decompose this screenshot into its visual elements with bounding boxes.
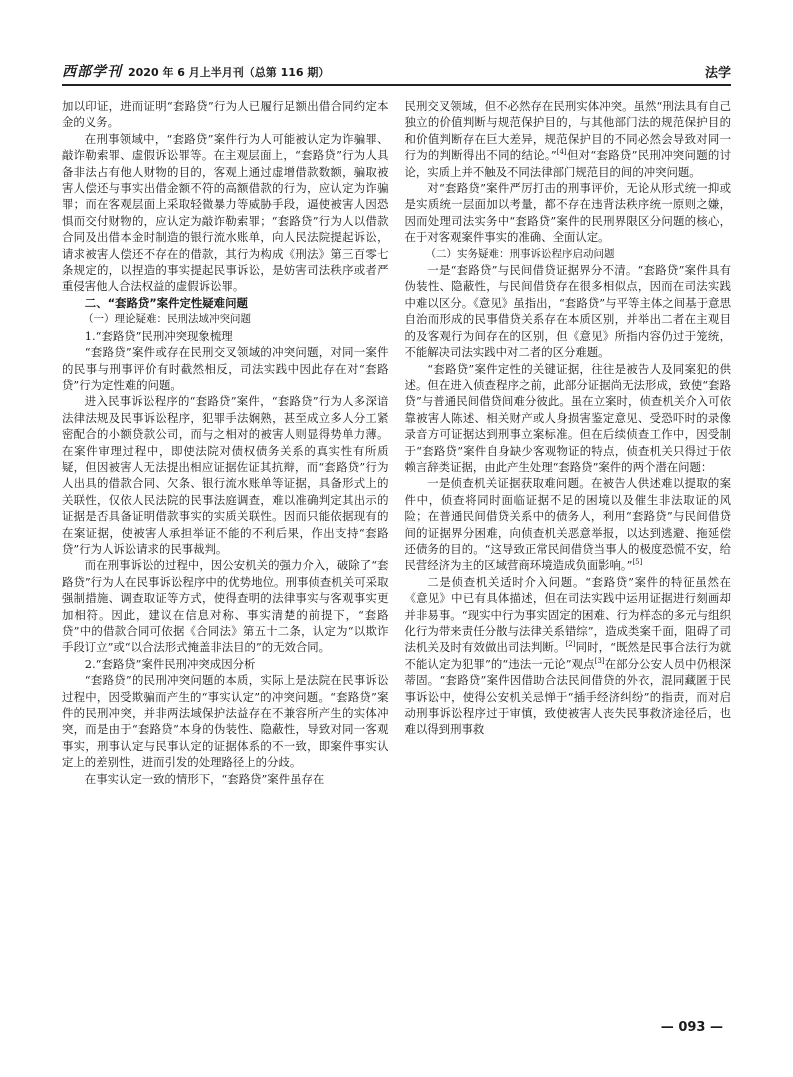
paragraph [405,475,732,573]
paragraph: 加以印证，进而证明“套路贷”行为人已履行足额出借合同约定本金的义务。 [62,99,389,130]
paragraph: 一是“套路贷”与民间借贷证据界分不清。“套路贷”案件具有伪装性、隐蔽性，与民间借贷存在很多相似点，因而在司法实践中难以区分。《意见》虽指出，“套路贷”与平等主体之间基于意思自治而形成的民事借贷关系存在本质区别，并举出二者在主观目的及客观行为间存在的区别，但《意见》所指内容仍过于笼统，不能解决司法实践中对二者的区分难题。 [404,263,731,360]
paragraph: 进入民事诉讼程序的“套路贷”案件，“套路贷”行为人多深谙法律法规及民事诉讼程序，犯罪手法娴熟，甚至成立多人分工紧密配合的小额贷款公司，而与之相对的被害人则显得势单力薄。在案件审理过程中，即使法院对债权债务关系的真实性有所质疑，但因被害人无法提出相应证据佐证其抗辩，而“套路贷”行为人出具的借款合同、欠条、银行流水账单等证据，具备形式上的关联性，仅依人民法院的民事法庭调查，难以准确判定其出示的证据是否具备证明借款事实的实质关联性。因而只能依据现有的在案证据，使被害人承担举证不能的不利后果，作出支持“套路贷”行为人诉讼请求的民事裁判。 [62,394,389,556]
body-columns [62,98,731,1016]
issue-info: 2020 年 6 月上半月刊（总第 116 期） [128,66,330,79]
citation: [5] [632,558,643,567]
paragraph: “套路贷”案件或存在民刑交叉领域的冲突问题，对同一案件的民事与刑事评价有时截然相反，司法实践中因此存在对“套路贷”行为定性难的问题。 [62,345,389,392]
running-header [62,58,731,86]
page-number: — 093 — [660,1020,723,1035]
left-column [62,98,389,1016]
paragraph [405,574,732,738]
paragraph: 而在刑事诉讼的过程中，因公安机关的强力介入，破除了“套路贷”行为人在民事诉讼程序中的优势地位。刑事侦查机关可采取强制措施、调查取证等方式，使得查明的法律事实与客观事实更加相符。因此，建议在信息对称、事实清楚的前提下，“套路贷”中的借款合同可依据《合同法》第五十二条，认定为“以欺诈手段订立”或“以合法形式掩盖非法目的”的无效合同。 [62,558,389,655]
citation: [4] [556,148,567,157]
paragraph: “套路贷”的民刑冲突问题的本质，实际上是法院在民事诉讼过程中，因受欺骗而产生的“事实认定”的冲突问题。“套路贷”案件的民刑冲突，并非两法域保护法益存在不兼容所产生的实体冲突，而是由于“套路贷”本身的伪装性、隐蔽性，导致对同一客观事实，刑事认定与民事认定的证据体系的不一致，即案件事实认定上的差别性，进而引发的处理路径上的分歧。 [62,673,389,770]
text-run: 但对“套路贷”民刑冲突问题的讨论，实质上并不触及不同法律部门规范目的间的冲突问题。 [404,148,731,179]
subsubsection-heading: 1.“套路贷”民刑冲突现象梳理 [84,328,233,343]
paragraph: 在事实认定一致的情形下，“套路贷”案件虽存在 [84,771,325,786]
text-run: 一是侦查机关证据获取难问题。在被告人供述难以提取的案件中，侦查将同时面临证据不足的困境以及催生非法取证的风险；在普通民间借贷关系中的债务人，利用“套路贷”与民间借贷间的证据界分困难，向侦查机关恶意举报，以达到逃避、拖延偿还债务的目的。“这导致正常民间借贷当事人的极度恐慌不安，给民营经济为主的区域营商环境造成负面影响。” [404,476,731,573]
subsubsection-heading: 2.“套路贷”案件民刑冲突成因分析 [84,656,256,671]
text-run: 民刑交叉领域，但不必然存在民刑实体冲突。虽然“刑法具有自己独立的价值判断与规范保护目的，与其他部门法的规范保护目的和价值判断存在巨大差异，规范保护目的不同必然会导致对同一行为的判断得出不同的结论。” [404,99,731,163]
paragraph: 对“套路贷”案件严厉打击的刑事评价，无论从形式统一抑或是实质统一层面加以考量，都不存在违背法秩序统一原则之嫌，因而处理司法实务中“套路贷”案件的民刑界限区分问题的核心，在于对客观案件事实的准确、全面认定。 [404,181,731,245]
paragraph: “套路贷”案件定性的关键证据，往往是被告人及同案犯的供述。但在进入侦查程序之前，此部分证据尚无法形成，致使“套路贷”与普通民间借贷间难分彼此。虽在立案时，侦查机关介入可依靠被害人陈述、相关财产或人身损害鉴定意见、受恐吓时的录像录音方可证据达到刑事立案标准。但在后续侦查工作中，因受制于“套路贷”案件自身缺少客观物证的特点，侦查机关只得过于依赖言辞类证据，由此产生处理“套路贷”案件的两个潜在问题： [404,361,731,474]
section-name: 法学 [704,66,731,81]
paragraph [405,98,732,180]
journal-logo: 西部学刊 [62,64,122,80]
subsection-heading: （一）理论疑难：民刑法域冲突问题 [83,313,251,326]
text-run: 在部分公安人员中仍根深蒂固。“套路贷”案件因借助合法民间借贷的外衣，混同藏匿于民事诉讼中，使得公安机关忌惮于“插手经济纠纷”的指责，而对启动刑事诉讼程序过于审慎，致使被害人丧失民事救济途径后，也难以得到刑事救 [404,656,731,737]
section-heading: 二、“套路贷”案件定性疑难问题 [84,295,248,310]
text-run: 二是侦查机关适时介入问题。“套路贷”案件的特征虽然在《意见》中已有具体描述，但在司法实践中运用证据进行刻画却并非易事。“现实中行为事实固定的困难、行为样态的多元与组织化行为带来责任分散与法律关系错综”，造成类案千面，阻碍了司法机关及时有效做出司法判断。 [404,574,731,655]
right-column [405,98,732,1016]
subsection-heading: （二）实务疑难：刑事诉讼程序启动问题 [425,247,615,260]
header-left [62,61,329,84]
text-run: 同时，“既然是民事合法行为就不能认定为犯罪”的“违法一元论”观点 [404,640,731,671]
citation: [3] [594,657,605,666]
paragraph: 在刑事领域中，“套路贷”案件行为人可能被认定为诈骗罪、敲诈勒索罪、虚假诉讼罪等。在主观层面上，“套路贷”行为人具备非法占有他人财物的目的，客观上通过虚增借款数额，骗取被害人偿还与事实出借金额不符的高额借款的行为，应认定为诈骗罪；而在客观层面上采取轻微暴力等威胁手段，逼使被害人因恐惧而交付财物的，应认定为敲诈勒索罪；“套路贷”行为人以借款合同及出借本金时制造的银行流水账单，向人民法院提起诉讼，请求被害人偿还不存在的借款，其行为构成《刑法》第三百零七条规定的，以捏造的事实提起民事诉讼，是妨害司法秩序或者严重侵害他人合法权益的虚假诉讼罪。 [62,131,389,294]
citation: [2] [565,640,576,649]
